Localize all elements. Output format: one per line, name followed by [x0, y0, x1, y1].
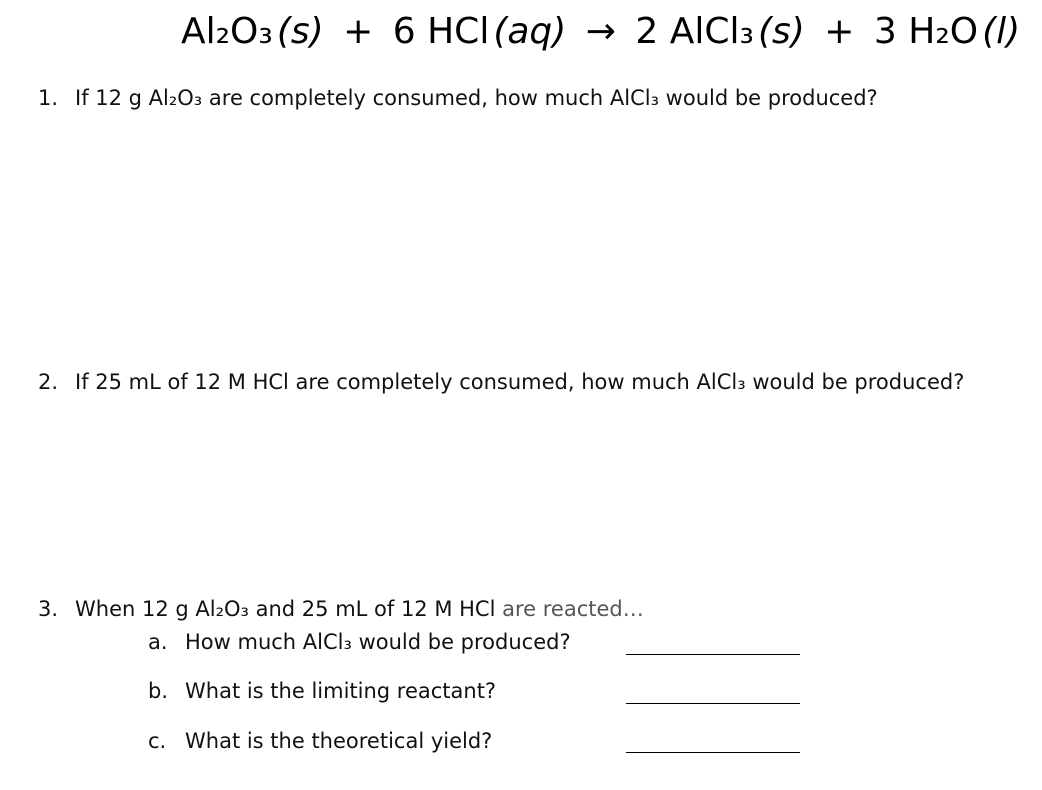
plus-sign-1: +: [343, 11, 374, 52]
state-aqueous: (aq): [493, 11, 567, 52]
question-3b-letter: b.: [148, 679, 169, 703]
question-3a-text: How much AlCl₃ would be produced?: [185, 630, 571, 654]
question-3-number: 3.: [38, 597, 59, 621]
product-h2o: 3 H₂O: [873, 11, 979, 52]
state-liquid: (l): [982, 11, 1021, 52]
question-1-number: 1.: [38, 86, 59, 110]
question-1: [38, 84, 878, 112]
question-3c-letter: c.: [148, 729, 167, 753]
question-3: [38, 595, 644, 623]
reaction-arrow-icon: →: [585, 11, 616, 52]
product-alcl3: 2 AlCl₃: [635, 11, 754, 52]
question-3a-letter: a.: [148, 630, 168, 654]
question-2-text: If 25 mL of 12 M HCl are completely consumed, how much AlCl₃ would be produced?: [75, 370, 965, 394]
question-2: [38, 368, 964, 396]
chemical-equation: [181, 8, 1020, 56]
question-1-text: If 12 g Al₂O₃ are completely consumed, how much AlCl₃ would be produced?: [75, 86, 878, 110]
question-2-number: 2.: [38, 370, 59, 394]
reactant-al2o3: Al₂O₃: [181, 11, 273, 52]
state-solid-2: (s): [757, 11, 805, 52]
plus-sign-2: +: [824, 11, 855, 52]
question-3-text-tail: are reacted…: [502, 597, 644, 621]
answer-blank-a[interactable]: [626, 654, 800, 655]
question-3c: [148, 727, 492, 755]
answer-blank-c[interactable]: [626, 752, 800, 753]
question-3b: [148, 677, 496, 705]
question-3a: [148, 628, 571, 656]
question-3c-text: What is the theoretical yield?: [185, 729, 493, 753]
question-3b-text: What is the limiting reactant?: [185, 679, 497, 703]
reactant-hcl: 6 HCl: [392, 11, 490, 52]
question-3-text: When 12 g Al₂O₃ and 25 mL of 12 M HCl: [75, 597, 496, 621]
state-solid-1: (s): [276, 11, 324, 52]
answer-blank-b[interactable]: [626, 703, 800, 704]
